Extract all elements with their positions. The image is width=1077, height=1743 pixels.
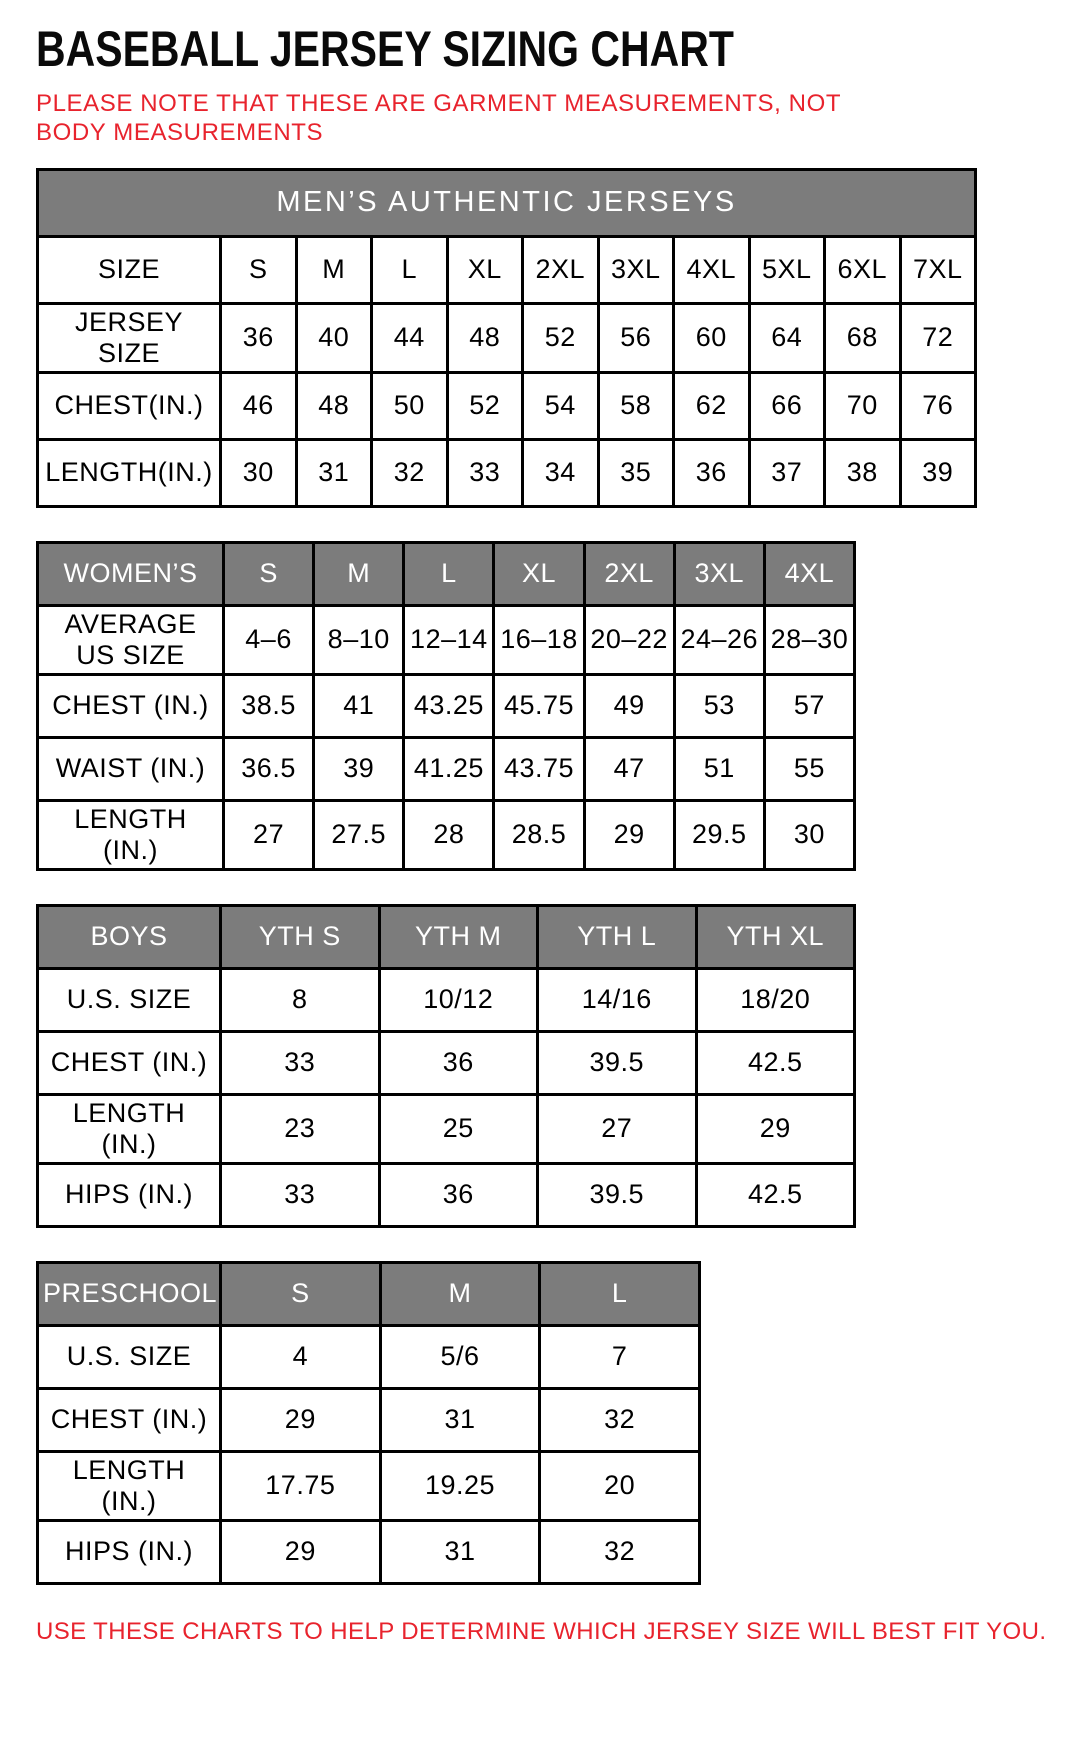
cell-value: 20 <box>540 1451 700 1520</box>
cell-value: 41 <box>314 674 404 737</box>
page-title: BASEBALL JERSEY SIZING CHART <box>36 21 734 77</box>
table-row <box>38 372 976 439</box>
row-label: LENGTH (IN.) <box>38 1094 221 1163</box>
cell-value: 28 <box>404 800 494 869</box>
cell-value: 8 <box>221 968 380 1031</box>
cell-value: 39.5 <box>538 1031 697 1094</box>
cell-value: 33 <box>221 1163 380 1226</box>
cell-value: 7XL <box>900 236 976 303</box>
row-label: LENGTH (IN.) <box>38 1451 221 1520</box>
cell-value: S <box>221 236 297 303</box>
cell-value: 34 <box>523 439 599 506</box>
cell-value: 4XL <box>674 236 750 303</box>
row-label: U.S. SIZE <box>38 1325 221 1388</box>
table-title-row <box>38 169 976 236</box>
cell-value: 45.75 <box>494 674 584 737</box>
row-label: HIPS (IN.) <box>38 1520 221 1583</box>
header-row <box>38 1262 700 1325</box>
column-header: YTH XL <box>696 905 855 968</box>
cell-value: 20–22 <box>584 605 674 674</box>
column-header: 2XL <box>584 542 674 605</box>
column-header: YTH S <box>221 905 380 968</box>
table-row <box>38 1451 700 1520</box>
cell-value: 29 <box>221 1388 381 1451</box>
cell-value: 76 <box>900 372 976 439</box>
table-row <box>38 1163 855 1226</box>
row-label: SIZE <box>38 236 221 303</box>
column-header: XL <box>494 542 584 605</box>
row-label: CHEST (IN.) <box>38 1031 221 1094</box>
column-header: M <box>314 542 404 605</box>
cell-value: 53 <box>674 674 764 737</box>
cell-value: 44 <box>372 303 448 372</box>
cell-value: 32 <box>372 439 448 506</box>
cell-value: 28–30 <box>764 605 854 674</box>
header-row <box>38 542 855 605</box>
table-row <box>38 1094 855 1163</box>
cell-value: 27 <box>538 1094 697 1163</box>
cell-value: 12–14 <box>404 605 494 674</box>
cell-value: 31 <box>380 1520 540 1583</box>
cell-value: 64 <box>749 303 825 372</box>
cell-value: 23 <box>221 1094 380 1163</box>
row-label: WAIST (IN.) <box>38 737 224 800</box>
cell-value: 35 <box>598 439 674 506</box>
cell-value: 4 <box>221 1325 381 1388</box>
cell-value: 29 <box>696 1094 855 1163</box>
cell-value: 47 <box>584 737 674 800</box>
cell-value: 29 <box>584 800 674 869</box>
mens-sizing-table <box>36 168 977 508</box>
fit-note: USE THESE CHARTS TO HELP DETERMINE WHICH JERSEY SIZE WILL BEST FIT YOU. <box>36 1617 1047 1645</box>
cell-value: 72 <box>900 303 976 372</box>
cell-value: 14/16 <box>538 968 697 1031</box>
table-row <box>38 1325 700 1388</box>
cell-value: 52 <box>523 303 599 372</box>
table-row <box>38 674 855 737</box>
cell-value: 27.5 <box>314 800 404 869</box>
column-header: 4XL <box>764 542 854 605</box>
cell-value: 49 <box>584 674 674 737</box>
cell-value: 16–18 <box>494 605 584 674</box>
cell-value: 48 <box>296 372 372 439</box>
cell-value: 29 <box>221 1520 381 1583</box>
cell-value: 32 <box>540 1520 700 1583</box>
cell-value: 51 <box>674 737 764 800</box>
table-row <box>38 800 855 869</box>
cell-value: 54 <box>523 372 599 439</box>
column-header: L <box>540 1262 700 1325</box>
table-row <box>38 737 855 800</box>
column-header: S <box>224 542 314 605</box>
cell-value: 70 <box>825 372 901 439</box>
table-title: MEN’S AUTHENTIC JERSEYS <box>38 169 976 236</box>
row-label: JERSEY SIZE <box>38 303 221 372</box>
table-title: WOMEN’S <box>38 542 224 605</box>
cell-value: 42.5 <box>696 1163 855 1226</box>
cell-value: 60 <box>674 303 750 372</box>
cell-value: 32 <box>540 1388 700 1451</box>
womens-sizing-table <box>36 541 856 871</box>
cell-value: 8–10 <box>314 605 404 674</box>
row-label: CHEST(IN.) <box>38 372 221 439</box>
cell-value: 36 <box>379 1163 538 1226</box>
cell-value: 58 <box>598 372 674 439</box>
cell-value: 46 <box>221 372 297 439</box>
cell-value: 39 <box>900 439 976 506</box>
cell-value: 50 <box>372 372 448 439</box>
cell-value: 27 <box>224 800 314 869</box>
cell-value: 17.75 <box>221 1451 381 1520</box>
boys-sizing-table <box>36 904 856 1228</box>
row-label: U.S. SIZE <box>38 968 221 1031</box>
cell-value: M <box>296 236 372 303</box>
table-row <box>38 236 976 303</box>
cell-value: 38.5 <box>224 674 314 737</box>
cell-value: L <box>372 236 448 303</box>
cell-value: 36 <box>379 1031 538 1094</box>
preschool-sizing-table <box>36 1261 701 1585</box>
table-row <box>38 303 976 372</box>
table-row <box>38 968 855 1031</box>
table-row <box>38 1520 700 1583</box>
table-row <box>38 439 976 506</box>
row-label: LENGTH (IN.) <box>38 800 224 869</box>
measurement-note: PLEASE NOTE THAT THESE ARE GARMENT MEASUREMENTS, NOT BODY MEASUREMENTS <box>36 90 841 146</box>
cell-value: 36.5 <box>224 737 314 800</box>
cell-value: 5/6 <box>380 1325 540 1388</box>
table-row <box>38 1388 700 1451</box>
column-header: YTH L <box>538 905 697 968</box>
cell-value: 37 <box>749 439 825 506</box>
table-title: PRESCHOOL <box>38 1262 221 1325</box>
cell-value: 39 <box>314 737 404 800</box>
row-label: AVERAGE US SIZE <box>38 605 224 674</box>
cell-value: 31 <box>296 439 372 506</box>
table-row <box>38 605 855 674</box>
row-label: LENGTH(IN.) <box>38 439 221 506</box>
cell-value: 29.5 <box>674 800 764 869</box>
table-row <box>38 1031 855 1094</box>
cell-value: 52 <box>447 372 523 439</box>
cell-value: 36 <box>221 303 297 372</box>
cell-value: 56 <box>598 303 674 372</box>
column-header: M <box>380 1262 540 1325</box>
cell-value: 33 <box>447 439 523 506</box>
header-row <box>38 905 855 968</box>
cell-value: 5XL <box>749 236 825 303</box>
cell-value: 7 <box>540 1325 700 1388</box>
cell-value: 18/20 <box>696 968 855 1031</box>
cell-value: 39.5 <box>538 1163 697 1226</box>
cell-value: 48 <box>447 303 523 372</box>
cell-value: 55 <box>764 737 854 800</box>
cell-value: 3XL <box>598 236 674 303</box>
cell-value: 36 <box>674 439 750 506</box>
cell-value: 30 <box>221 439 297 506</box>
row-label: HIPS (IN.) <box>38 1163 221 1226</box>
cell-value: 43.25 <box>404 674 494 737</box>
cell-value: 25 <box>379 1094 538 1163</box>
cell-value: 33 <box>221 1031 380 1094</box>
cell-value: 42.5 <box>696 1031 855 1094</box>
column-header: YTH M <box>379 905 538 968</box>
cell-value: 6XL <box>825 236 901 303</box>
cell-value: 38 <box>825 439 901 506</box>
column-header: L <box>404 542 494 605</box>
cell-value: 68 <box>825 303 901 372</box>
cell-value: 30 <box>764 800 854 869</box>
column-header: 3XL <box>674 542 764 605</box>
cell-value: XL <box>447 236 523 303</box>
cell-value: 10/12 <box>379 968 538 1031</box>
row-label: CHEST (IN.) <box>38 1388 221 1451</box>
row-label: CHEST (IN.) <box>38 674 224 737</box>
cell-value: 57 <box>764 674 854 737</box>
table-title: BOYS <box>38 905 221 968</box>
cell-value: 62 <box>674 372 750 439</box>
cell-value: 31 <box>380 1388 540 1451</box>
cell-value: 19.25 <box>380 1451 540 1520</box>
cell-value: 2XL <box>523 236 599 303</box>
cell-value: 40 <box>296 303 372 372</box>
cell-value: 66 <box>749 372 825 439</box>
cell-value: 4–6 <box>224 605 314 674</box>
cell-value: 41.25 <box>404 737 494 800</box>
column-header: S <box>221 1262 381 1325</box>
cell-value: 43.75 <box>494 737 584 800</box>
cell-value: 28.5 <box>494 800 584 869</box>
cell-value: 24–26 <box>674 605 764 674</box>
